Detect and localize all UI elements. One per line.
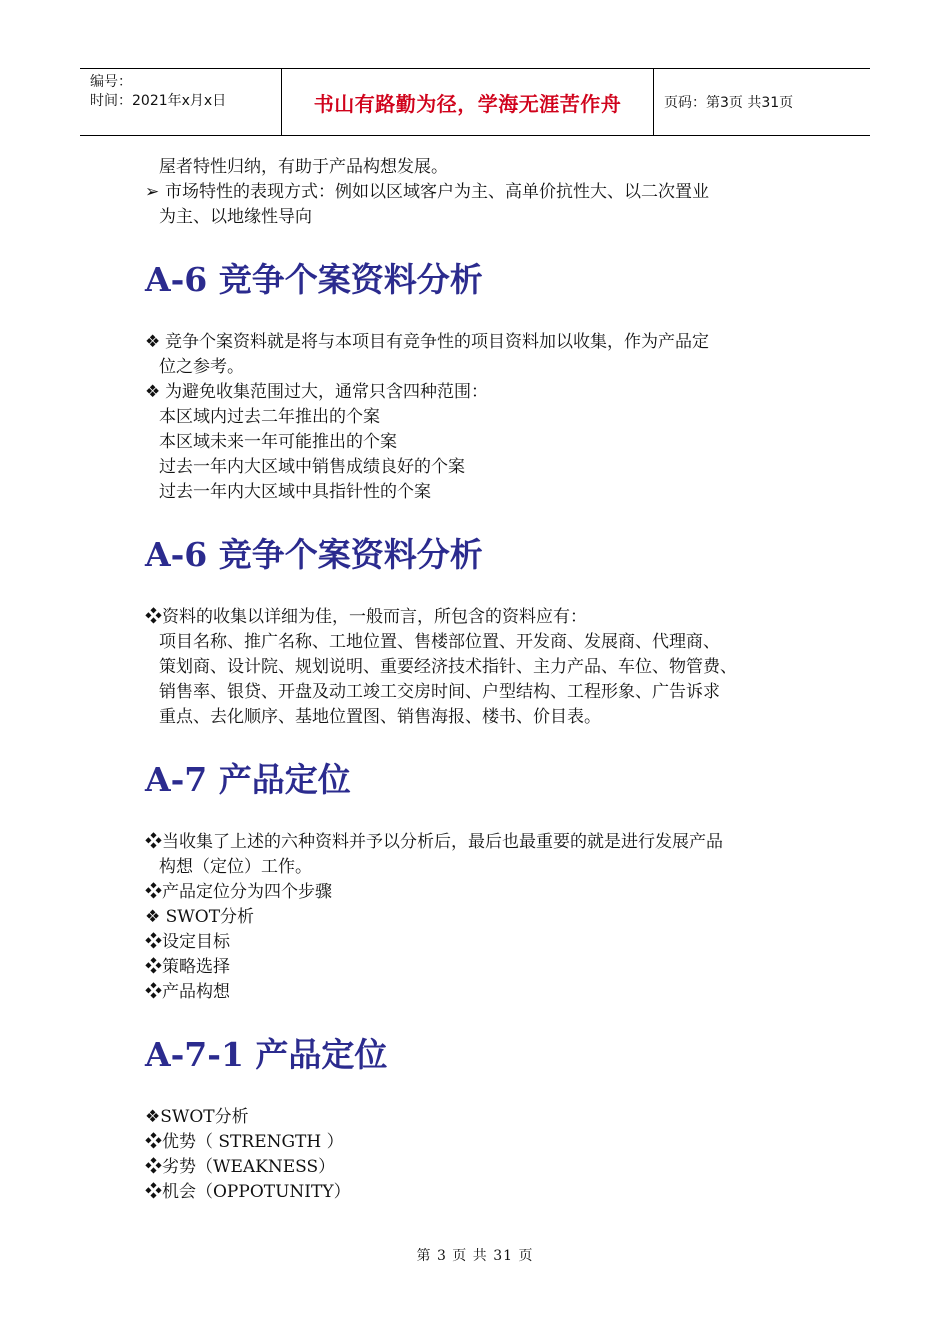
bullet-text: 资料的收集以详细为佳，一般而言，所包含的资料应有： — [162, 607, 587, 627]
bullet-text-continued: 位之参考。 — [159, 357, 244, 377]
diamond-bullet-icon: ❖ — [145, 882, 162, 902]
bullet-text: 产品定位分为四个步骤 — [162, 882, 332, 902]
bullet-item — [145, 330, 825, 355]
diamond-bullet-icon: ❖ — [145, 907, 161, 927]
header-left-cell — [80, 69, 281, 135]
section-heading: A-6 竞争个案资料分析 — [145, 260, 483, 299]
bullet-item — [145, 1180, 825, 1205]
bullet-item — [145, 955, 825, 980]
list-item: 本区域内过去二年推出的个案 — [159, 407, 380, 427]
bullet-text: 为避免收集范围过大，通常只含四种范围： — [165, 382, 488, 402]
time-label: 时间：2021年x月x日 — [90, 93, 227, 109]
diamond-bullet-icon: ❖ — [145, 1157, 162, 1177]
bullet-item — [145, 1130, 825, 1155]
header-table — [80, 68, 870, 136]
bullet-text: SWOT分析 — [160, 907, 255, 927]
bullet-item — [145, 1155, 825, 1180]
bullet-text: 产品构想 — [162, 982, 230, 1002]
bullet-text: 优势（ STRENGTH ） — [162, 1132, 344, 1152]
bullet-item — [145, 380, 825, 405]
page-info: 页码：第3页 共31页 — [664, 95, 794, 111]
bullet-item — [145, 930, 825, 955]
bullet-text: 竞争个案资料就是将与本项目有竞争性的项目资料加以收集，作为产品定 — [165, 332, 709, 352]
bullet-item — [145, 830, 825, 855]
diamond-bullet-icon: ❖ — [145, 332, 161, 352]
bullet-text: 设定目标 — [162, 932, 230, 952]
diamond-bullet-icon: ❖ — [145, 1182, 162, 1202]
bullet-text: SWOT分析 — [160, 1107, 249, 1127]
diamond-bullet-icon: ❖ — [145, 1132, 162, 1152]
section-heading: A-7-1 产品定位 — [145, 1035, 388, 1074]
diamond-bullet-icon: ❖ — [145, 1107, 161, 1127]
arrow-bullet-icon: ➢ — [145, 182, 160, 202]
diamond-bullet-icon: ❖ — [145, 932, 162, 952]
diamond-bullet-icon: ❖ — [145, 957, 162, 977]
bullet-item — [145, 605, 825, 630]
page-footer: 第 3 页 共 31 页 — [416, 1248, 534, 1264]
header-motto-cell — [281, 69, 654, 135]
bullet-text: 劣势（WEAKNESS） — [162, 1157, 336, 1177]
bullet-text-continued: 为主、以地缘性导向 — [159, 207, 312, 227]
bullet-item — [145, 180, 825, 205]
diamond-bullet-icon: ❖ — [145, 832, 162, 852]
bullet-item — [145, 880, 825, 905]
diamond-bullet-icon: ❖ — [145, 982, 162, 1002]
number-label: 编号： — [90, 74, 132, 90]
list-line: 策划商、设计院、规划说明、重要经济技术指针、主力产品、车位、物管费、 — [159, 657, 737, 677]
bullet-text: 市场特性的表现方式：例如以区域客户为主、高单价抗性大、以二次置业 — [165, 182, 709, 202]
bullet-item — [145, 1105, 825, 1130]
section-heading: A-7 产品定位 — [145, 760, 351, 799]
diamond-bullet-icon: ❖ — [145, 607, 162, 627]
intro-text: 屋者特性归纳，有助于产品构想发展。 — [159, 157, 448, 177]
bullet-item — [145, 980, 825, 1005]
bullet-item — [145, 905, 825, 930]
header-page-cell — [654, 69, 870, 135]
document-body — [145, 155, 825, 1205]
list-item: 本区域未来一年可能推出的个案 — [159, 432, 397, 452]
list-line: 销售率、银贷、开盘及动工竣工交房时间、户型结构、工程形象、广告诉求 — [159, 682, 720, 702]
list-line: 重点、去化顺序、基地位置图、销售海报、楼书、价目表。 — [159, 707, 601, 727]
diamond-bullet-icon: ❖ — [145, 382, 161, 402]
motto-text: 书山有路勤为径，学海无涯苦作舟 — [313, 91, 622, 116]
bullet-text-continued: 构想（定位）工作。 — [159, 857, 312, 877]
bullet-text: 当收集了上述的六种资料并予以分析后，最后也最重要的就是进行发展产品 — [162, 832, 723, 852]
bullet-text: 策略选择 — [162, 957, 230, 977]
list-item: 过去一年内大区域中销售成绩良好的个案 — [159, 457, 465, 477]
section-heading: A-6 竞争个案资料分析 — [145, 535, 483, 574]
list-line: 项目名称、推广名称、工地位置、售楼部位置、开发商、发展商、代理商、 — [159, 632, 720, 652]
bullet-text: 机会（OPPOTUNITY） — [162, 1182, 351, 1202]
list-item: 过去一年内大区域中具指针性的个案 — [159, 482, 431, 502]
